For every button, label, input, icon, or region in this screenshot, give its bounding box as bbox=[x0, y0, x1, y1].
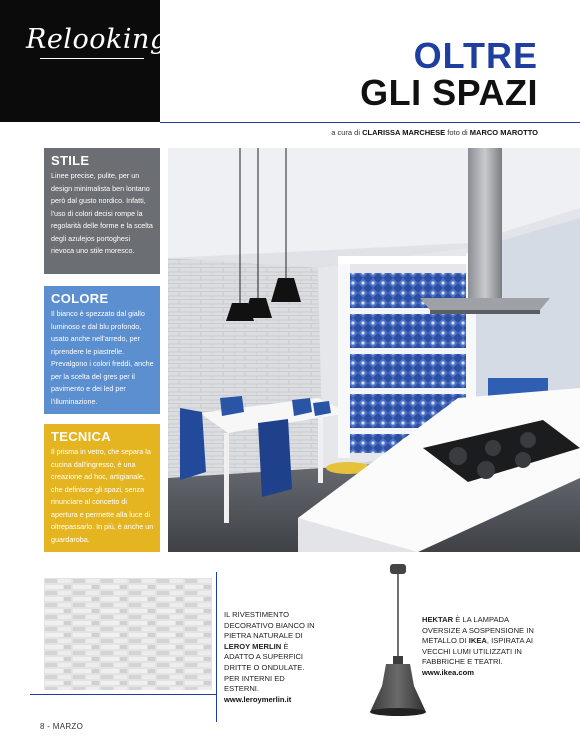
box-tecnica-text: Il prisma in vetro, che separa la cucina dall'ingresso, è una creazione ad hoc, artigianale, che definisce gli spazi, senza rinunciare al concetto di apertura e permette alla luce di oltrepassarlo. In più, è anche un guardaroba. bbox=[51, 447, 154, 544]
kitchen-illustration bbox=[168, 148, 580, 552]
box-tecnica bbox=[44, 424, 160, 552]
box-stile-title: STILE bbox=[51, 153, 90, 168]
box-colore bbox=[44, 286, 160, 414]
credits-photographer: MARCO MAROTTO bbox=[469, 128, 538, 137]
caption-lamp-text2: , ISPIRATA AI VECCHI LUMI UTILIZZATI IN FABBRICHE E TEATRI. bbox=[422, 636, 534, 667]
box-colore-title: COLORE bbox=[51, 291, 109, 306]
pendant-lamp-icon bbox=[368, 564, 428, 726]
section-tag-block bbox=[0, 0, 168, 122]
credits bbox=[331, 128, 538, 137]
caption-stone-brand: LEROY MERLIN bbox=[224, 641, 282, 651]
caption-stone-text1: IL RIVESTIMENTO DECORATIVO BIANCO IN PIETRA NATURALE DI bbox=[224, 610, 315, 641]
caption-stone-url[interactable]: www.leroymerlin.it bbox=[224, 694, 292, 704]
caption-stone bbox=[224, 610, 320, 705]
credits-author: CLARISSA MARCHESE bbox=[362, 128, 446, 137]
caption-lamp-product: HEKTAR bbox=[422, 615, 454, 624]
stone-cladding-photo bbox=[44, 578, 212, 690]
credits-prefix: a cura di bbox=[331, 128, 361, 137]
kitchen-photo bbox=[168, 148, 580, 552]
headline-line2: GLI SPAZI bbox=[360, 72, 538, 113]
header-rule bbox=[160, 122, 580, 123]
caption-lamp-text1: È LA LAMPADA OVERSIZE A SOSPENSIONE IN METALLO DI bbox=[422, 615, 534, 646]
page-footer: 8 - MARZO bbox=[40, 722, 84, 731]
headline bbox=[360, 35, 538, 113]
headline-line1: OLTRE bbox=[413, 35, 538, 76]
caption-lamp-url[interactable]: www.ikea.com bbox=[422, 667, 475, 677]
section-tag-underline bbox=[40, 58, 144, 59]
box-colore-text: Il bianco è spezzato dal giallo luminoso e dal blu profondo, usato anche nell'arredo, per riprendere le piastrelle. Prevalgono i colori freddi, anche per la scelta del gres per il pavimento e dei led per l'illuminazione. bbox=[51, 309, 154, 406]
stone-texture bbox=[44, 578, 212, 690]
caption-lamp bbox=[422, 615, 534, 679]
credits-middle: foto di bbox=[447, 128, 468, 137]
box-stile-text: Linee precise, pulite, per un design minimalista ben lontano però dal gusto nordico. Infatti, l'uso di colori decisi rompe la regolarità delle forme e la scelta degli azulejos portoghesi rievoca uno stile moresco. bbox=[51, 171, 153, 255]
bottom-divider bbox=[216, 572, 217, 722]
caption-lamp-brand: IKEA bbox=[468, 636, 487, 646]
section-tag: Relooking bbox=[26, 24, 168, 55]
caption-stone-text2: È ADATTO A SUPERFICI DRITTE O ONDULATE. PER INTERNI ED ESTERNI. bbox=[224, 641, 305, 694]
box-stile bbox=[44, 148, 160, 274]
hektar-lamp-photo bbox=[368, 564, 428, 726]
box-tecnica-title: TECNICA bbox=[51, 429, 111, 444]
bottom-rule bbox=[30, 694, 216, 695]
